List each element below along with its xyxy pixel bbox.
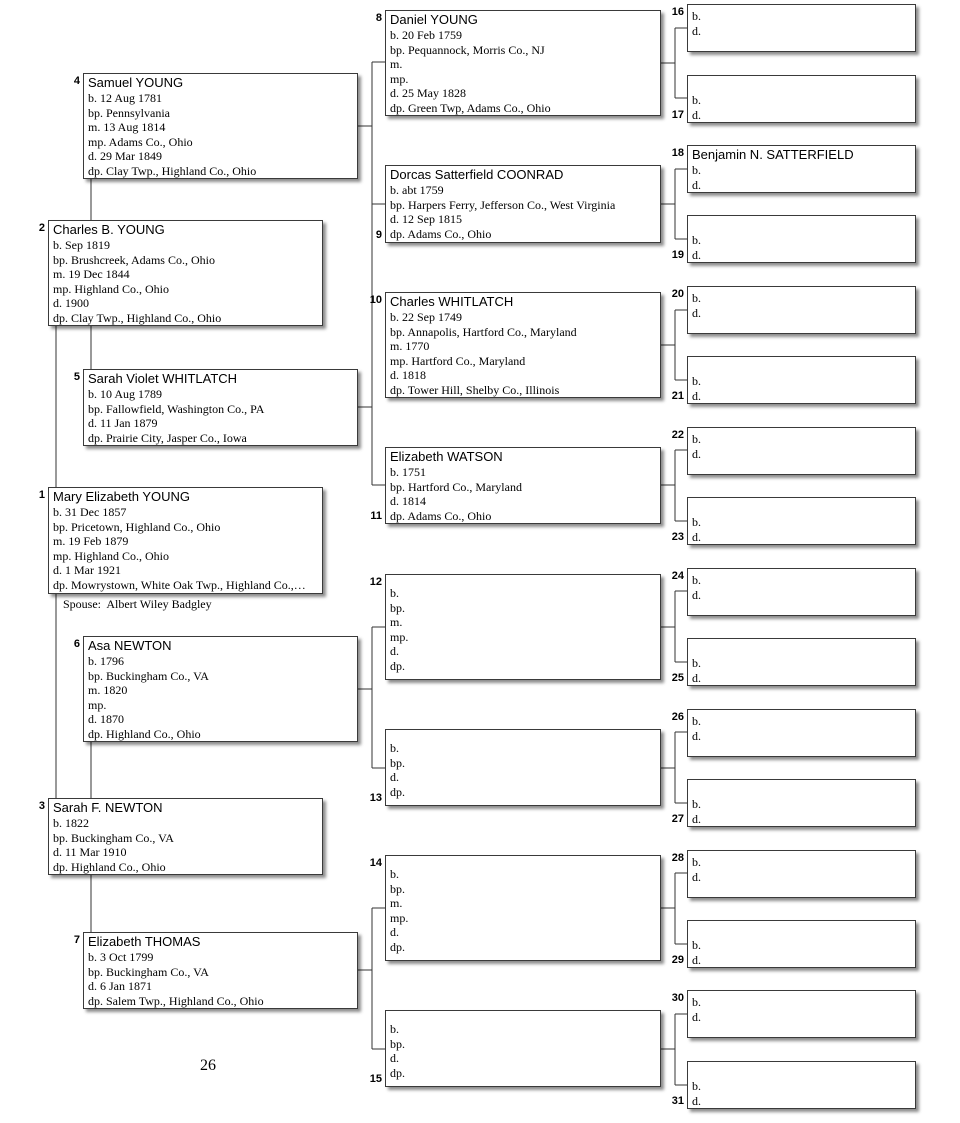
person-number: 8: [375, 12, 382, 24]
person-name: [390, 857, 656, 867]
person-fact: dp. Green Twp, Adams Co., Ohio: [390, 100, 551, 115]
person-fact: b.: [390, 867, 399, 881]
person-fact: d.: [692, 869, 701, 884]
person-fact: b. 22 Sep 1749: [390, 310, 462, 324]
person-fact: b. abt 1759: [390, 183, 444, 197]
person-name: [390, 576, 656, 586]
person-name: [692, 640, 911, 656]
person-number: 30: [671, 992, 684, 1004]
person-name: Mary Elizabeth YOUNG: [53, 489, 191, 504]
person-fact: d.: [692, 529, 701, 544]
person-fact: d. 11 Mar 1910: [53, 845, 127, 860]
page-number: 26: [200, 1057, 216, 1074]
spouse-label: Spouse:: [63, 597, 102, 611]
person-box-3: [48, 798, 323, 875]
person-fact: d. 1814: [390, 494, 426, 509]
person-fact: bp. Pricetown, Highland Co., Ohio: [53, 519, 221, 534]
person-fact: bp.: [390, 881, 405, 896]
person-name: [692, 1063, 911, 1079]
person-fact: b.: [692, 515, 701, 529]
person-number: 21: [671, 390, 684, 402]
person-fact: d. 29 Mar 1849: [88, 149, 162, 164]
person-fact: b.: [692, 656, 701, 670]
person-number: 20: [671, 288, 684, 300]
person-fact: dp. Clay Twp., Highland Co., Ohio: [88, 163, 257, 178]
person-box-4: [83, 73, 358, 179]
person-fact: m. 19 Dec 1844: [53, 267, 130, 282]
person-name: Charles B. YOUNG: [53, 222, 165, 237]
person-name: [390, 731, 656, 741]
person-fact: b.: [692, 714, 701, 728]
person-fact: dp. Clay Twp., Highland Co., Ohio: [53, 310, 222, 325]
person-name: Asa NEWTON: [88, 638, 172, 653]
person-fact: bp.: [390, 1036, 405, 1051]
person-fact: m. 1820: [88, 683, 128, 698]
person-fact: b.: [692, 432, 701, 446]
person-box-19: [687, 215, 916, 263]
person-fact: b.: [692, 291, 701, 305]
person-name: [692, 499, 911, 515]
person-fact: mp. Hartford Co., Maryland: [390, 353, 526, 368]
person-box-6: [83, 636, 358, 742]
person-box-21: [687, 356, 916, 404]
person-fact: bp. Fallowfield, Washington Co., PA: [88, 401, 265, 416]
person-fact: dp. Salem Twp., Highland Co., Ohio: [88, 993, 264, 1008]
person-name: Dorcas Satterfield COONRAD: [390, 167, 564, 182]
person-number: 29: [671, 954, 684, 966]
person-fact: mp.: [88, 697, 107, 712]
person-fact: b.: [692, 93, 701, 107]
person-fact: d.: [692, 107, 701, 122]
person-fact: bp. Hartford Co., Maryland: [390, 479, 522, 494]
person-fact: dp. Adams Co., Ohio: [390, 226, 492, 241]
person-box-16: [687, 4, 916, 52]
person-fact: d.: [692, 728, 701, 743]
person-fact: bp. Pennsylvania: [88, 105, 170, 120]
person-number: 13: [369, 792, 382, 804]
person-fact: dp.: [390, 1065, 405, 1080]
person-fact: mp.: [390, 71, 409, 86]
person-number: 5: [73, 371, 80, 383]
person-number: 6: [73, 638, 80, 650]
person-fact: d.: [692, 1093, 701, 1108]
person-number: 2: [38, 222, 45, 234]
person-fact: bp. Brushcreek, Adams Co., Ohio: [53, 252, 215, 267]
person-fact: d. 11 Jan 1879: [88, 416, 158, 431]
person-fact: d.: [692, 247, 701, 262]
person-name: Benjamin N. SATTERFIELD: [692, 147, 854, 162]
person-fact: b.: [692, 797, 701, 811]
person-fact: b. 3 Oct 1799: [88, 950, 154, 964]
person-fact: b.: [390, 741, 399, 755]
person-fact: mp. Adams Co., Ohio: [88, 134, 193, 149]
person-name: [390, 1012, 656, 1022]
person-fact: d.: [390, 770, 399, 785]
person-fact: d.: [692, 1009, 701, 1024]
person-fact: d. 12 Sep 1815: [390, 212, 462, 227]
person-fact: b. 10 Aug 1789: [88, 387, 163, 401]
person-number: 18: [671, 147, 684, 159]
person-fact: b. 1796: [88, 654, 124, 668]
person-fact: dp. Tower Hill, Shelby Co., Illinois: [390, 382, 560, 397]
person-box-7: [83, 932, 358, 1009]
person-number: 7: [73, 934, 80, 946]
person-number: 23: [671, 531, 684, 543]
person-box-5: [83, 369, 358, 446]
person-box-12: [385, 574, 661, 680]
person-fact: b.: [692, 995, 701, 1009]
person-fact: bp.: [390, 600, 405, 615]
person-number: 24: [671, 570, 684, 582]
person-fact: m. 13 Aug 1814: [88, 120, 166, 135]
person-fact: b.: [692, 233, 701, 247]
person-box-25: [687, 638, 916, 686]
person-box-27: [687, 779, 916, 827]
person-fact: dp. Adams Co., Ohio: [390, 508, 492, 523]
person-number: 12: [369, 576, 382, 588]
person-box-11: [385, 447, 661, 524]
person-fact: dp. Highland Co., Ohio: [53, 859, 166, 874]
person-fact: d. 6 Jan 1871: [88, 979, 152, 994]
person-fact: dp. Highland Co., Ohio: [88, 726, 201, 741]
person-fact: b. 12 Aug 1781: [88, 91, 163, 105]
person-number: 4: [73, 75, 80, 87]
person-box-24: [687, 568, 916, 616]
person-fact: b.: [692, 9, 701, 23]
person-box-18: [687, 145, 916, 193]
person-fact: bp. Buckingham Co., VA: [88, 668, 209, 683]
person-fact: d.: [390, 925, 399, 940]
person-fact: d.: [692, 177, 701, 192]
person-box-22: [687, 427, 916, 475]
person-fact: d.: [692, 388, 701, 403]
person-fact: bp. Harpers Ferry, Jefferson Co., West Virginia: [390, 197, 616, 212]
person-fact: b. Sep 1819: [53, 238, 110, 252]
person-box-2: [48, 220, 323, 326]
person-box-13: [385, 729, 661, 806]
person-number: 22: [671, 429, 684, 441]
person-fact: d.: [390, 644, 399, 659]
person-fact: d.: [692, 446, 701, 461]
person-box-17: [687, 75, 916, 123]
person-fact: dp. Prairie City, Jasper Co., Iowa: [88, 430, 247, 445]
person-fact: d.: [692, 811, 701, 826]
person-number: 14: [369, 857, 382, 869]
person-number: 15: [369, 1073, 382, 1085]
person-fact: m.: [390, 57, 403, 72]
person-fact: b. 1822: [53, 816, 89, 830]
person-box-9: [385, 165, 661, 243]
person-fact: m. 1770: [390, 339, 430, 354]
person-number: 27: [671, 813, 684, 825]
person-name: Sarah Violet WHITLATCH: [88, 371, 238, 386]
person-box-30: [687, 990, 916, 1038]
person-fact: m. 19 Feb 1879: [53, 534, 129, 549]
person-fact: d.: [692, 587, 701, 602]
person-number: 10: [369, 294, 382, 306]
person-box-20: [687, 286, 916, 334]
person-fact: b.: [692, 938, 701, 952]
person-fact: bp. Buckingham Co., VA: [88, 964, 209, 979]
person-box-14: [385, 855, 661, 961]
person-number: 19: [671, 249, 684, 261]
person-fact: b.: [390, 586, 399, 600]
person-box-26: [687, 709, 916, 757]
person-name: [692, 358, 911, 374]
person-fact: dp.: [390, 784, 405, 799]
person-box-8: [385, 10, 661, 116]
person-name: Elizabeth THOMAS: [88, 934, 201, 949]
person-fact: m.: [390, 896, 403, 911]
person-fact: mp.: [390, 629, 409, 644]
person-fact: d.: [390, 1051, 399, 1066]
person-fact: b.: [692, 374, 701, 388]
person-fact: bp. Buckingham Co., VA: [53, 830, 174, 845]
person-fact: mp.: [390, 910, 409, 925]
person-fact: d.: [692, 305, 701, 320]
person-name: [692, 781, 911, 797]
person-number: 26: [671, 711, 684, 723]
person-fact: m.: [390, 615, 403, 630]
person-name: Daniel YOUNG: [390, 12, 478, 27]
person-fact: d. 1 Mar 1921: [53, 563, 121, 578]
person-fact: mp. Highland Co., Ohio: [53, 281, 169, 296]
person-number: 9: [375, 229, 382, 241]
person-number: 3: [38, 800, 45, 812]
person-number: 16: [671, 6, 684, 18]
person-box-1: [48, 487, 323, 594]
person-fact: dp. Mowrystown, White Oak Twp., Highland Co.,…: [53, 577, 306, 592]
person-fact: d. 1818: [390, 368, 426, 383]
person-fact: b.: [692, 163, 701, 177]
person-fact: d.: [692, 23, 701, 38]
spouse-line: [63, 597, 212, 612]
person-fact: b. 31 Dec 1857: [53, 505, 127, 519]
person-number: 28: [671, 852, 684, 864]
person-box-10: [385, 292, 661, 398]
person-fact: b.: [390, 1022, 399, 1036]
person-box-29: [687, 920, 916, 968]
person-name: [692, 922, 911, 938]
person-box-28: [687, 850, 916, 898]
person-box-31: [687, 1061, 916, 1109]
person-fact: dp.: [390, 658, 405, 673]
person-fact: bp. Annapolis, Hartford Co., Maryland: [390, 324, 577, 339]
person-fact: b.: [692, 573, 701, 587]
person-number: 11: [370, 510, 382, 522]
person-fact: d.: [692, 670, 701, 685]
person-fact: bp. Pequannock, Morris Co., NJ: [390, 42, 545, 57]
person-box-23: [687, 497, 916, 545]
person-fact: dp.: [390, 939, 405, 954]
person-fact: d.: [692, 952, 701, 967]
person-name: Sarah F. NEWTON: [53, 800, 163, 815]
person-name: Elizabeth WATSON: [390, 449, 503, 464]
person-fact: b. 20 Feb 1759: [390, 28, 462, 42]
person-fact: b.: [692, 1079, 701, 1093]
person-fact: bp.: [390, 755, 405, 770]
person-fact: d. 25 May 1828: [390, 86, 466, 101]
person-name: Samuel YOUNG: [88, 75, 184, 90]
person-fact: d. 1900: [53, 296, 89, 311]
person-fact: b.: [692, 855, 701, 869]
person-number: 17: [671, 109, 684, 121]
person-name: [692, 77, 911, 93]
person-number: 25: [671, 672, 684, 684]
person-number: 1: [38, 489, 45, 501]
person-fact: d. 1870: [88, 712, 124, 727]
person-fact: b. 1751: [390, 465, 426, 479]
person-name: [692, 217, 911, 233]
person-name: Charles WHITLATCH: [390, 294, 514, 309]
person-fact: mp. Highland Co., Ohio: [53, 548, 169, 563]
spouse-name: Albert Wiley Badgley: [106, 597, 212, 611]
person-number: 31: [671, 1095, 684, 1107]
person-box-15: [385, 1010, 661, 1087]
